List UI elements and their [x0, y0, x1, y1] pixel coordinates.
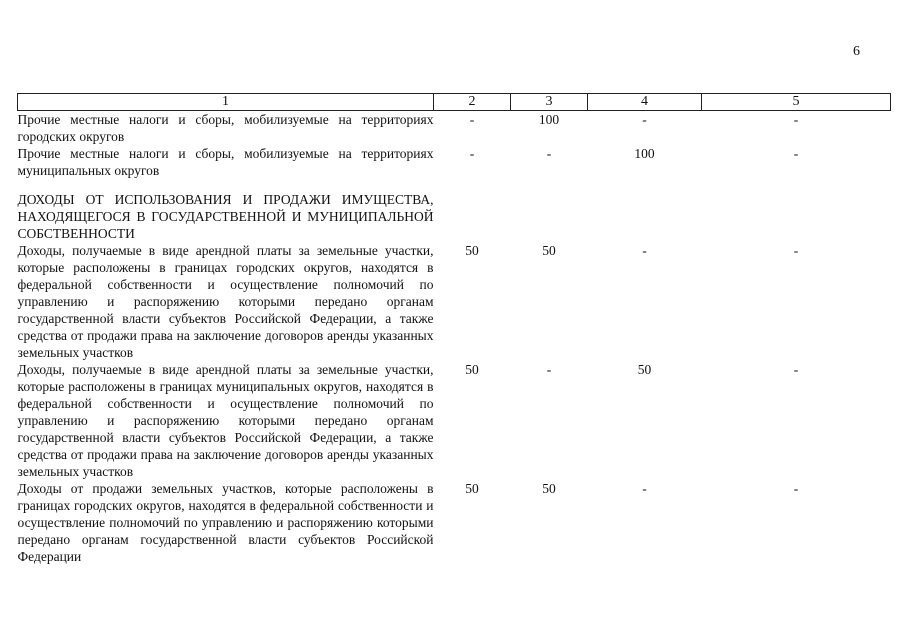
row-value-col5: -: [793, 243, 799, 258]
row-value-col4: 100: [634, 146, 655, 161]
spacer-row: [18, 179, 891, 191]
row-description: Доходы от продажи земельных участков, которые расположены в границах городских округов, находятся в федеральной собственности и осуществление полномочий по управлению и распоряжению которыми передано органам государственной власти субъектов Российской Федерации: [17, 481, 434, 564]
row-value-col5: -: [793, 112, 799, 127]
table-row: [18, 480, 891, 565]
row-description: Прочие местные налоги и сборы, мобилизуемые на территориях муниципальных округов: [17, 146, 434, 178]
row-value-col3: -: [546, 146, 552, 161]
row-value-col5: -: [793, 481, 799, 496]
column-header-2: 2: [434, 94, 511, 111]
column-number-row: [18, 94, 891, 111]
table-row: [18, 361, 891, 480]
row-value-col2: -: [469, 112, 475, 127]
row-value-col2: 50: [465, 243, 479, 258]
row-description: Прочие местные налоги и сборы, мобилизуемые на территориях городских округов: [17, 112, 434, 144]
row-value-col3: 100: [538, 112, 560, 127]
column-header-5: 5: [702, 94, 891, 111]
row-value-col4: -: [642, 112, 647, 127]
row-value-col5: -: [793, 362, 799, 377]
row-value-col2: -: [469, 146, 475, 161]
row-value-col3: 50: [542, 243, 556, 258]
column-header-3: 3: [511, 94, 588, 111]
row-value-col4: 50: [637, 362, 652, 377]
row-value-col2: 50: [465, 481, 479, 496]
row-value-col4: -: [642, 243, 647, 258]
table-row: [18, 145, 891, 179]
section-heading-row: [18, 191, 891, 242]
row-description: Доходы, получаемые в виде арендной платы за земельные участки, которые расположены в границах городских округов, находятся в федеральной собственности и осуществление полномочий по управлению и распоряжению которыми передано органам государственной власти субъектов Российской Федерации, а также средства от продажи права на заключение договоров аренды указанных земельных участков: [17, 243, 434, 360]
row-value-col5: -: [793, 146, 799, 161]
column-header-4: 4: [588, 94, 702, 111]
page-number: 6: [853, 44, 860, 59]
row-value-col3: 50: [542, 481, 556, 496]
row-description: Доходы, получаемые в виде арендной платы за земельные участки, которые расположены в границах муниципальных округов, находятся в федеральной собственности и осуществление полномочий по управлению и распоряжению которыми передано органам государственной власти субъектов Российской Федерации, а также средства от продажи права на заключение договоров аренды указанных земельных участков: [17, 362, 434, 479]
table-row: [18, 242, 891, 361]
table-row: [18, 111, 891, 146]
row-value-col3: -: [546, 362, 552, 377]
section-heading: ДОХОДЫ ОТ ИСПОЛЬЗОВАНИЯ И ПРОДАЖИ ИМУЩЕСТВА, НАХОДЯЩЕГОСЯ В ГОСУДАРСТВЕННОЙ И МУНИЦИПАЛЬНОЙ СОБСТВЕННОСТИ: [17, 192, 434, 241]
row-value-col4: -: [642, 481, 647, 496]
row-value-col2: 50: [465, 362, 479, 377]
revenue-distribution-table: [17, 93, 891, 565]
column-header-1: 1: [18, 94, 434, 111]
